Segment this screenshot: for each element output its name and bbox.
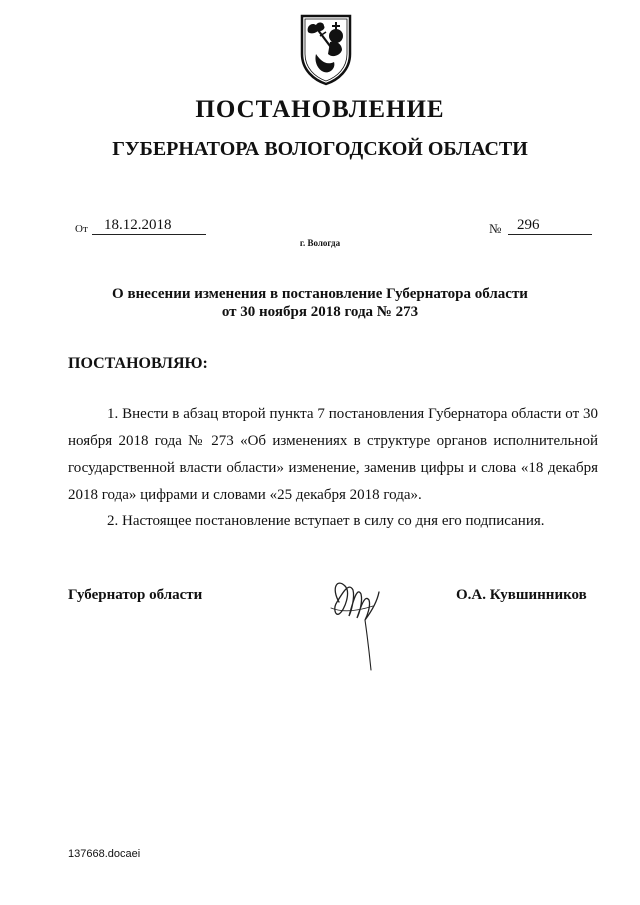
signatory-name: О.А. Кувшинников [456, 587, 587, 603]
issue-city: г. Вологда [299, 238, 341, 248]
paragraph-1: 1. Внести в абзац второй пункта 7 постановления Губернатора области от 30 ноября 2018 года № 273 «Об изменениях в структуре органов исполнительной государственной власти области» изменение, заменив цифры и слова «18 декабря 2018 года» цифрами и словами «25 декабря 2018 года». [68, 406, 598, 503]
signatory-title: Губернатор области [68, 587, 203, 603]
date-prefix: От [75, 223, 88, 235]
document-subtitle: ГУБЕРНАТОРА ВОЛОГОДСКОЙ ОБЛАСТИ [112, 138, 528, 160]
handwritten-signature [325, 572, 385, 674]
document-file-id: 137668.docaei [68, 848, 141, 860]
subject-line-1: О внесении изменения в постановление Губернатора области [112, 286, 528, 302]
decree-heading: ПОСТАНОВЛЯЮ: [68, 355, 208, 372]
paragraph-2: 2. Настоящее постановление вступает в силу со дня его подписания. [107, 513, 545, 529]
subject-line-2: от 30 ноября 2018 года № 273 [221, 304, 419, 320]
document-date: 18.12.2018 [92, 217, 206, 235]
paragraph-1-block [68, 401, 598, 509]
paragraph-2-block [68, 508, 598, 535]
document-number: 296 [508, 217, 592, 235]
coat-of-arms-icon [296, 10, 356, 86]
document-title: ПОСТАНОВЛЕНИЕ [195, 96, 445, 123]
number-prefix: № [489, 221, 502, 236]
